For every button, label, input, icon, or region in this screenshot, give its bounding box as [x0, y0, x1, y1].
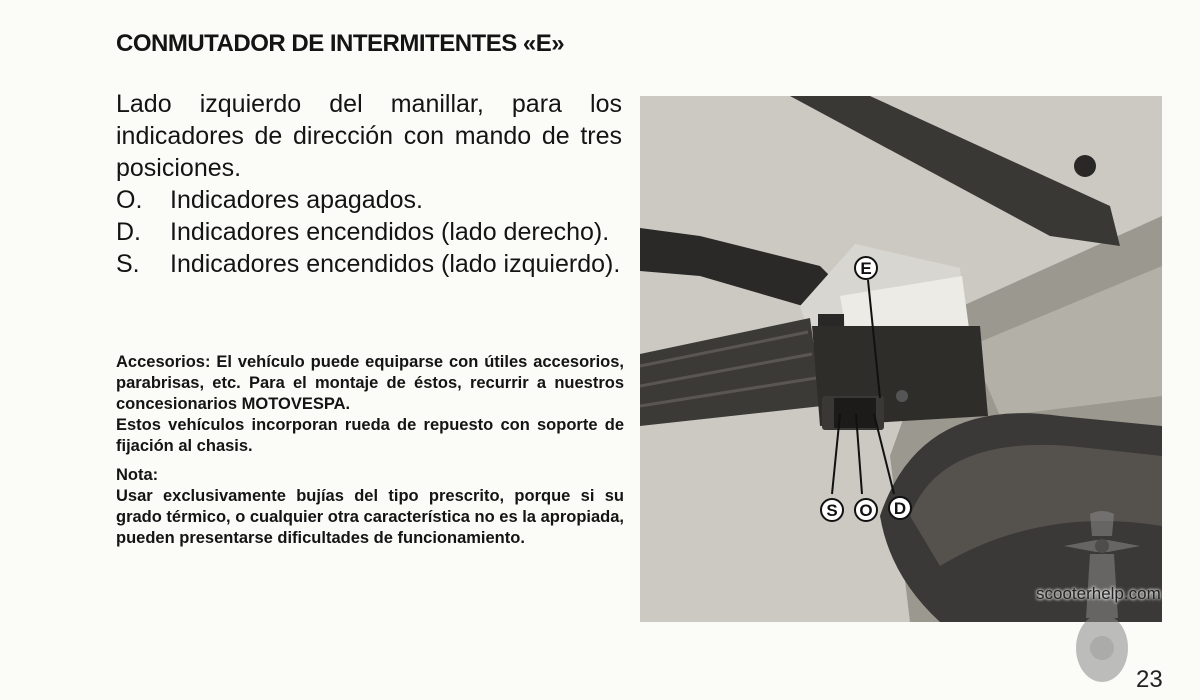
indicator-item-off [116, 184, 622, 216]
indicator-key: S. [116, 250, 140, 278]
callout-s [821, 499, 843, 521]
indicator-description: Indicadores encendidos (lado izquierdo). [170, 250, 621, 278]
page-number: 23 [1136, 666, 1163, 693]
spare-wheel-paragraph: Estos vehículos incorporan rueda de repuesto con soporte de fijación al chasis. [116, 416, 624, 455]
callout-d-label: D [893, 499, 907, 518]
page-heading: CONMUTADOR DE INTERMITENTES «E» [116, 30, 565, 57]
callout-d [889, 497, 911, 519]
indicator-positions-list [116, 184, 622, 280]
indicator-item-right [116, 216, 622, 248]
notes-section [116, 352, 624, 549]
site-watermark: scooterhelp.com [1036, 584, 1161, 603]
indicator-description: Indicadores apagados. [170, 186, 423, 214]
accessories-paragraph: Accesorios: El vehículo puede equiparse con útiles accesorios, parabrisas, etc. Para el montaje de éstos, recurrir a nuestros concesionarios MOTOVESPA. [116, 353, 624, 413]
callout-o-label: O [859, 501, 873, 520]
indicator-description: Indicadores encendidos (lado derecho). [170, 218, 610, 246]
note-text: Usar exclusivamente bujías del tipo prescrito, porque si su grado térmico, o cualquier otra característica no es la apropiada, pueden presentarse dificultades de funcionamiento. [116, 487, 625, 547]
callout-e-label: E [860, 259, 872, 278]
indicator-key: O. [116, 186, 143, 214]
callout-e [855, 257, 877, 279]
callout-o [855, 499, 877, 521]
intro-paragraph: Lado izquierdo del manillar, para los indicadores de dirección con mando de tres posiciones. [116, 90, 622, 182]
callout-s-label: S [826, 501, 838, 520]
indicator-item-left [116, 248, 622, 280]
indicator-key: D. [116, 218, 141, 246]
note-title: Nota: [116, 466, 159, 484]
